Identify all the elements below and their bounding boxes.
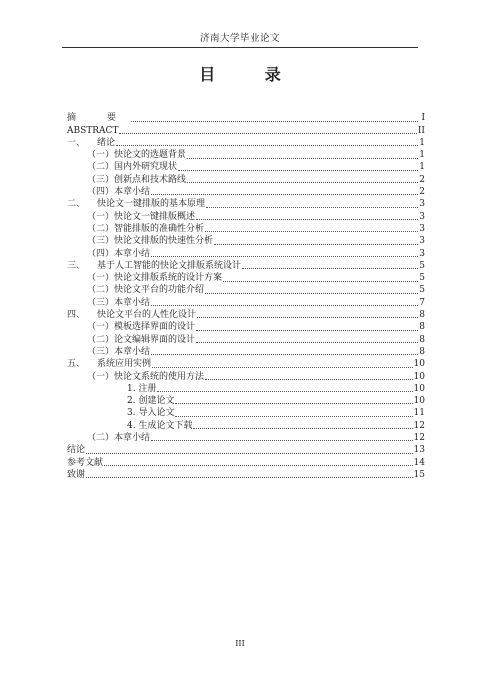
dot-leader xyxy=(193,428,412,429)
dot-leader xyxy=(151,256,418,257)
toc-entry[interactable] xyxy=(67,124,425,136)
page-number: III xyxy=(235,639,245,648)
toc-entry-page: I xyxy=(421,113,425,124)
dot-leader xyxy=(175,416,412,417)
toc-entry-label: （一）快论文系统的使用方法 xyxy=(87,371,205,382)
toc-entry-number: 一、 xyxy=(67,137,86,148)
toc-entry-label: 参考文献 xyxy=(67,457,104,468)
dot-leader xyxy=(151,440,413,441)
toc-entry[interactable] xyxy=(67,186,425,198)
toc-entry[interactable] xyxy=(67,346,425,358)
toc-entry-page: 12 xyxy=(413,433,425,444)
toc-entry-page: 3 xyxy=(419,248,425,259)
dot-leader xyxy=(178,170,418,171)
toc-entry-label: （三）快论文排版的快速性分析 xyxy=(87,236,214,247)
dot-leader xyxy=(157,391,412,392)
toc-entry-label: 摘 要 xyxy=(67,113,130,124)
toc-entry-label: （一）快论文的选题背景 xyxy=(87,150,187,161)
toc-entry-label: （二）论文编辑界面的设计 xyxy=(87,334,196,345)
dot-leader xyxy=(86,453,413,454)
toc-entry[interactable] xyxy=(67,333,425,345)
toc-entry-number: 四、 xyxy=(67,310,86,321)
toc-entry[interactable] xyxy=(67,370,425,382)
dot-leader xyxy=(151,305,418,306)
dot-leader xyxy=(223,281,418,282)
toc-entry-page: 5 xyxy=(419,285,425,296)
toc-entry[interactable] xyxy=(67,149,425,161)
toc-entry-label: （一）快论文排版系统的设计方案 xyxy=(87,273,223,284)
dot-leader xyxy=(205,293,418,294)
toc-entry[interactable] xyxy=(67,469,425,481)
toc-entry-label: 基于人工智能的快论文排版系统设计 xyxy=(97,260,242,271)
header-rule xyxy=(62,47,418,48)
toc-entry-page: 5 xyxy=(419,273,425,284)
toc-entry-label: 3. 导入论文 xyxy=(127,408,175,419)
toc-entry-label: 绪论 xyxy=(97,137,116,148)
toc-entry-page: 8 xyxy=(419,310,425,321)
dot-leader xyxy=(196,330,418,331)
toc-entry[interactable] xyxy=(67,112,425,124)
toc-entry[interactable] xyxy=(67,358,425,370)
dot-leader xyxy=(206,207,418,208)
toc-entry-label: （四）本章小结 xyxy=(87,187,151,198)
toc-entry-number: 三、 xyxy=(67,260,86,271)
toc-entry-page: 1 xyxy=(419,162,425,173)
toc-entry-number: 五、 xyxy=(67,359,86,370)
toc-entry-page: 15 xyxy=(413,469,425,480)
toc-entry-page: 3 xyxy=(419,236,425,247)
toc-entry-page: 1 xyxy=(419,150,425,161)
dot-leader xyxy=(152,367,413,368)
toc-entry-number: 二、 xyxy=(67,199,86,210)
dot-leader xyxy=(196,219,418,220)
toc-title: 目 录 xyxy=(199,65,303,84)
toc-entry-page: 10 xyxy=(413,383,425,394)
toc-entry-page: 8 xyxy=(419,346,425,357)
toc-entry-page: 13 xyxy=(413,445,425,456)
toc-entry[interactable] xyxy=(67,309,425,321)
toc-entry-label: （二）智能排版的准确性分析 xyxy=(87,223,205,234)
toc-entry-label: 致谢 xyxy=(67,469,86,480)
dot-leader xyxy=(214,244,418,245)
toc-entry-label: （二）国内外研究现状 xyxy=(87,162,178,173)
dot-leader xyxy=(187,158,418,159)
dot-leader xyxy=(205,379,413,380)
toc-entry-label: （二）本章小结 xyxy=(87,433,151,444)
toc-entry[interactable] xyxy=(67,321,425,333)
toc-entry-label: 2. 创建论文 xyxy=(127,396,175,407)
toc-entry-label: 快论文平台的人性化设计 xyxy=(97,310,197,321)
toc-entry[interactable] xyxy=(67,161,425,173)
toc-entry[interactable] xyxy=(67,383,425,395)
toc-entry-page: 7 xyxy=(419,297,425,308)
dot-leader xyxy=(205,231,418,232)
toc-entry-label: 系统应用实例 xyxy=(97,359,152,370)
toc-entry-label: （一）快论文一键排版概述 xyxy=(87,211,196,222)
toc-entry[interactable] xyxy=(67,223,425,235)
toc-entry-page: 8 xyxy=(419,322,425,333)
dot-leader xyxy=(131,121,418,122)
toc-entry[interactable] xyxy=(67,395,425,407)
toc-entry[interactable] xyxy=(67,284,425,296)
dot-leader xyxy=(197,317,418,318)
toc-entry[interactable] xyxy=(67,456,425,468)
toc-entry-page: 2 xyxy=(419,174,425,185)
toc-entry-page: 10 xyxy=(413,396,425,407)
toc-entry-page: 12 xyxy=(413,420,425,431)
toc-entry-page: 10 xyxy=(413,371,425,382)
dot-leader xyxy=(116,145,418,146)
toc-entry[interactable] xyxy=(67,137,425,149)
toc-entry-page: 5 xyxy=(419,260,425,271)
toc-entry-page: 1 xyxy=(419,137,425,148)
table-of-contents xyxy=(67,112,425,481)
dot-leader xyxy=(242,268,418,269)
toc-entry-page: 11 xyxy=(413,408,425,419)
toc-entry-label: （二）快论文平台的功能介绍 xyxy=(87,285,205,296)
toc-entry-page: 3 xyxy=(419,223,425,234)
toc-entry[interactable] xyxy=(67,296,425,308)
toc-entry-page: 2 xyxy=(419,187,425,198)
toc-entry-label: 1. 注册 xyxy=(127,383,157,394)
toc-entry-label: 快论文一键排版的基本原理 xyxy=(97,199,206,210)
toc-entry-page: 10 xyxy=(413,359,425,370)
toc-entry[interactable] xyxy=(67,260,425,272)
toc-entry[interactable] xyxy=(67,247,425,259)
toc-entry-label: 结论 xyxy=(67,445,86,456)
dot-leader xyxy=(196,342,418,343)
toc-entry[interactable] xyxy=(67,198,425,210)
toc-entry-page: 14 xyxy=(413,457,425,468)
toc-entry-label: （三）创新点和技术路线 xyxy=(87,174,187,185)
toc-entry[interactable] xyxy=(67,444,425,456)
toc-entry[interactable] xyxy=(67,235,425,247)
toc-entry[interactable] xyxy=(67,419,425,431)
running-header: 济南大学毕业论文 xyxy=(199,33,280,44)
toc-entry[interactable] xyxy=(67,210,425,222)
toc-entry[interactable] xyxy=(67,272,425,284)
toc-entry-label: （一）模板选择界面的设计 xyxy=(87,322,196,333)
dot-leader xyxy=(151,354,418,355)
dot-leader xyxy=(175,403,412,404)
dot-leader xyxy=(104,465,413,466)
toc-entry[interactable] xyxy=(67,407,425,419)
toc-entry-label: （四）本章小结 xyxy=(87,248,151,259)
dot-leader xyxy=(187,182,418,183)
toc-entry-label: 4. 生成论文下载 xyxy=(127,420,193,431)
toc-entry[interactable] xyxy=(67,432,425,444)
dot-leader xyxy=(119,133,416,134)
toc-entry-label: （三）本章小结 xyxy=(87,297,151,308)
toc-entry-page: 3 xyxy=(419,211,425,222)
toc-entry-page: 3 xyxy=(419,199,425,210)
toc-entry-label: （三）本章小结 xyxy=(87,346,151,357)
toc-entry-page: II xyxy=(417,125,425,136)
toc-entry[interactable] xyxy=(67,173,425,185)
dot-leader xyxy=(151,194,418,195)
dot-leader xyxy=(86,477,413,478)
toc-entry-label: ABSTRACT xyxy=(67,125,119,136)
toc-entry-page: 8 xyxy=(419,334,425,345)
